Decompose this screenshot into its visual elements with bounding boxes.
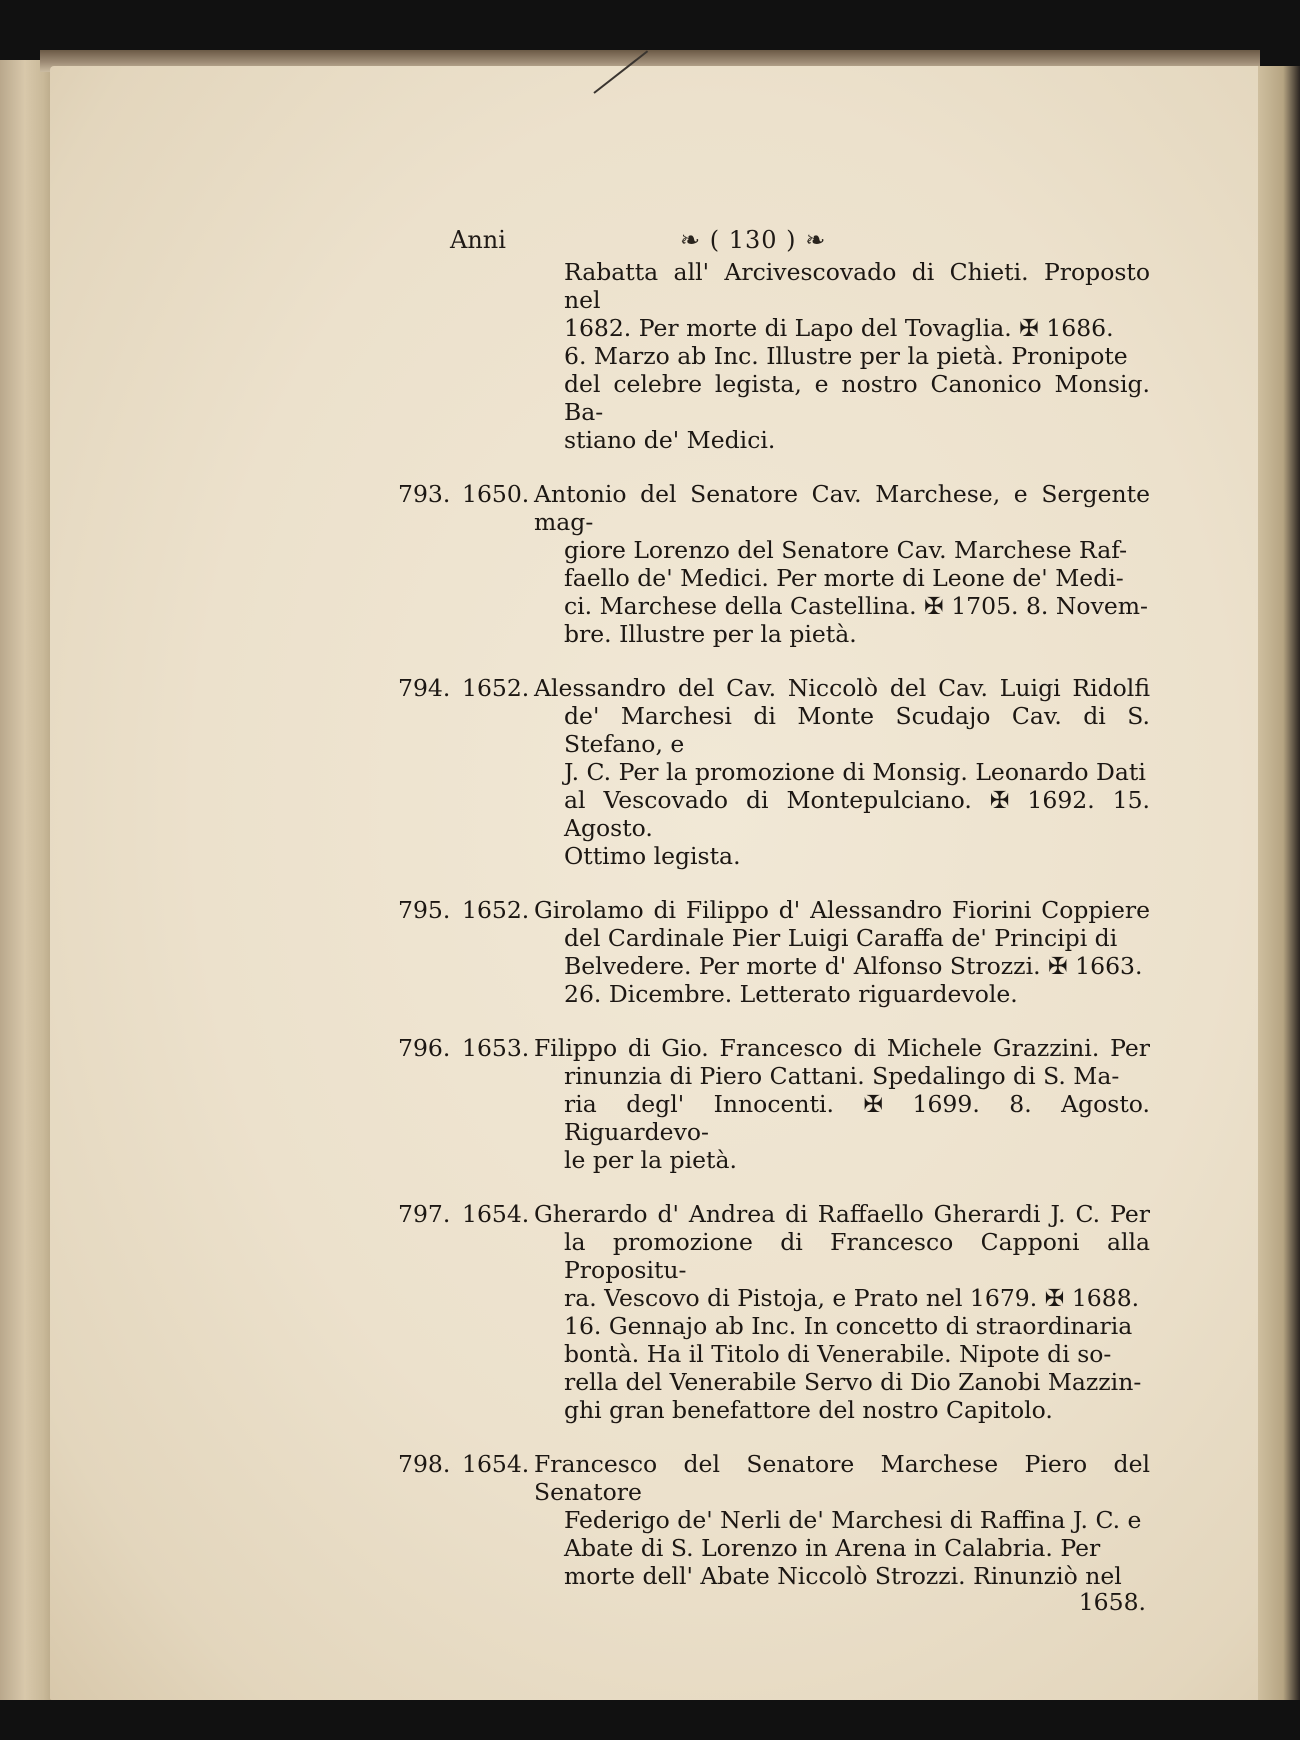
entry-text-line: 26. Dicembre. Letterato riguardevole. [564, 980, 1018, 1008]
entry-number: 796. [398, 1034, 451, 1062]
entry-text-line: al Vescovado di Montepulciano. ✠ 1692. 15. Agosto. [564, 786, 1150, 842]
entry-text-line: Ottimo legista. [564, 842, 741, 870]
entry-first-line: Gherardo d' Andrea di Raffaello Gherardi J. C. Per [534, 1200, 1150, 1228]
entry-text-line: 16. Gennajo ab Inc. In concetto di straordinaria [564, 1312, 1133, 1340]
facing-page-edge [1258, 66, 1300, 1700]
entry-text-line: la promozione di Francesco Capponi alla Propositu- [564, 1228, 1150, 1284]
entry-year: 1652. [462, 896, 530, 924]
entry-794 [398, 674, 1150, 870]
entry-year: 1652. [462, 674, 530, 702]
entry-number: 795. [398, 896, 451, 924]
entry-text-line: faello de' Medici. Per morte di Leone de' Medi- [564, 564, 1124, 592]
entry-first-line: Girolamo di Filippo d' Alessandro Fiorini Coppiere [534, 896, 1150, 924]
text-line: 1682. Per morte di Lapo del Tovaglia. ✠ 1686. [564, 314, 1114, 342]
entry-year: 1654. [462, 1200, 530, 1228]
catchword: 1658. [1078, 1588, 1146, 1616]
entry-first-line: Alessandro del Cav. Niccolò del Cav. Luigi Ridolfi [534, 674, 1150, 702]
entry-year: 1653. [462, 1034, 530, 1062]
entry-795 [398, 896, 1150, 1008]
entry-year: 1650. [462, 480, 530, 508]
entry-number: 797. [398, 1200, 451, 1228]
page-number [680, 226, 826, 254]
entry-797 [398, 1200, 1150, 1424]
entry-text-line: del Cardinale Pier Luigi Caraffa de' Principi di [564, 924, 1118, 952]
page-header [450, 226, 1090, 262]
entry-number: 794. [398, 674, 451, 702]
continuation-paragraph [398, 258, 1150, 454]
entry-text-line: de' Marchesi di Monte Scudajo Cav. di S. Stefano, e [564, 702, 1150, 758]
entry-text-line: Abate di S. Lorenzo in Arena in Calabria. Per [564, 1534, 1101, 1562]
entry-text-line: bontà. Ha il Titolo di Venerabile. Nipote di so- [564, 1340, 1112, 1368]
entry-793 [398, 480, 1150, 648]
page-number-text: ( 130 ) [709, 226, 797, 254]
entry-text-line: bre. Illustre per la pietà. [564, 620, 857, 648]
entry-text-line: morte dell' Abate Niccolò Strozzi. Rinunziò nel [564, 1562, 1122, 1590]
entry-text-line: ra. Vescovo di Pistoja, e Prato nel 1679. ✠ 1688. [564, 1284, 1140, 1312]
entry-text-line: ghi gran benefattore del nostro Capitolo. [564, 1396, 1053, 1424]
text-line: Rabatta all' Arcivescovado di Chieti. Proposto nel [564, 258, 1150, 314]
entry-text-line: Belvedere. Per morte d' Alfonso Strozzi. ✠ 1663. [564, 952, 1143, 980]
text-line: 6. Marzo ab Inc. Illustre per la pietà. Pronipote [564, 342, 1128, 370]
text-line: del celebre legista, e nostro Canonico Monsig. Ba- [564, 370, 1150, 426]
text-line: stiano de' Medici. [564, 426, 776, 454]
entry-year: 1654. [462, 1450, 530, 1478]
entry-text-line: ci. Marchese della Castellina. ✠ 1705. 8. Novem- [564, 592, 1148, 620]
header-anni-label: Anni [450, 226, 506, 254]
entry-number: 793. [398, 480, 451, 508]
entry-first-line: Filippo di Gio. Francesco di Michele Grazzini. Per [534, 1034, 1150, 1062]
entry-first-line: Francesco del Senatore Marchese Piero del Senatore [534, 1450, 1150, 1506]
entry-text-line: ria degl' Innocenti. ✠ 1699. 8. Agosto. Riguardevo- [564, 1090, 1150, 1146]
entry-798 [398, 1450, 1150, 1590]
entry-number: 798. [398, 1450, 451, 1478]
right-ornament-icon: ❧ [805, 226, 827, 254]
entry-text-line: le per la pietà. [564, 1146, 737, 1174]
left-ornament-icon: ❧ [680, 226, 702, 254]
entry-text-line: rinunzia di Piero Cattani. Spedalingo di S. Ma- [564, 1062, 1120, 1090]
entry-text-line: J. C. Per la promozione di Monsig. Leonardo Dati [564, 758, 1146, 786]
entry-text-line: Federigo de' Nerli de' Marchesi di Raffina J. C. e [564, 1506, 1142, 1534]
entry-796 [398, 1034, 1150, 1174]
page-body [398, 258, 1150, 1616]
entry-text-line: giore Lorenzo del Senatore Cav. Marchese Raf- [564, 536, 1128, 564]
entry-text-line: rella del Venerabile Servo di Dio Zanobi Mazzin- [564, 1368, 1142, 1396]
entry-first-line: Antonio del Senatore Cav. Marchese, e Sergente mag- [534, 480, 1150, 536]
